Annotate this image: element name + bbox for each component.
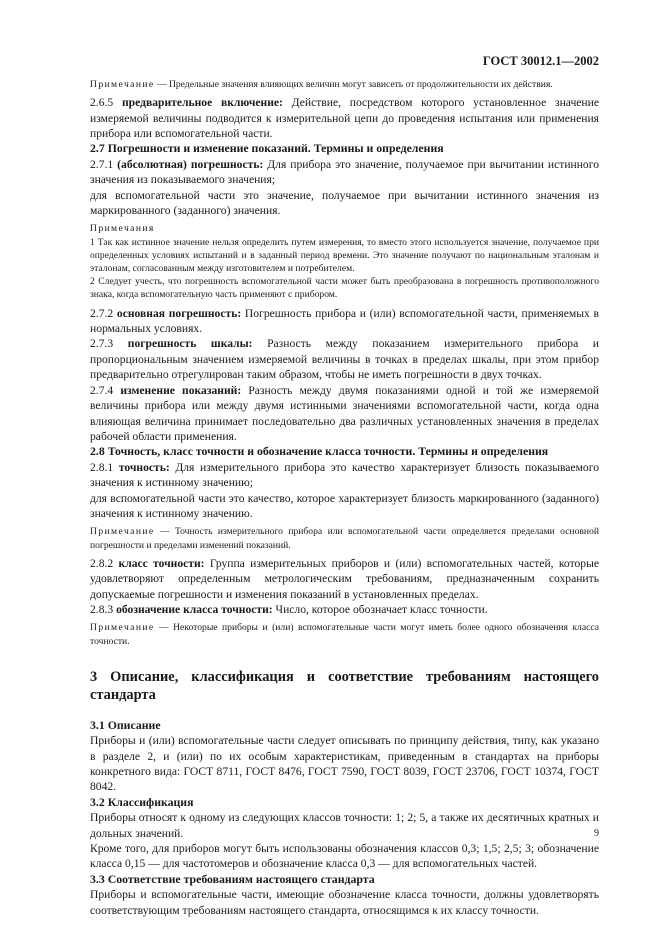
definition: Группа измерительных приборов и (или) вспомогательных частей, которые удовлетворяют определенным метрологическим требованиям, предназначенным сохранить допускаемые погрешности и изменения показаний в установленных пределах.: [90, 556, 600, 601]
paragraph-3-3: Приборы и вспомогательные части, имеющие обозначение класса точности, должны удовлетворять соответствующим требованиям настоящего стандарта, относящимся к их классу точности.: [90, 888, 599, 917]
paragraph-2-7-1-cont: для вспомогательной части это значение, получаемое при вычитании истинного значения из маркированного (заданного) значения.: [90, 188, 599, 218]
term: основная погрешность:: [116, 306, 242, 320]
definition: Действие, посредством которого установленное значение измеряемой величины подводится к измерительной цепи до проведения испытания или применения прибора или вспомогательной части.: [90, 96, 599, 141]
definition: Разность между показанием измерительного прибора и пропорциональным значением измеряемой величины в точках в пределах шкалы, при этом прибор предварительно отрегулирован таким образом, чтобы не иметь погрешности в двух точках.: [90, 337, 599, 382]
note-text: — Предельные значения влияющих величин могут зависеть от продолжительности их действия.: [154, 79, 553, 90]
note-2: 2 Следует учесть, что погрешность вспомогательной части может быть преобразована в погрешность противоположного знака, когда вспомогательную часть применяют с прибором.: [90, 276, 599, 301]
section-heading-2-7: 2.7 Погрешности и изменение показаний. Термины и определения: [90, 141, 444, 156]
clause-number: 2.7.3: [90, 337, 128, 351]
term: изменение показаний:: [120, 383, 242, 397]
clause-number: 2.7.2: [90, 306, 117, 320]
term: погрешность шкалы:: [127, 337, 253, 351]
section-heading-3-1: 3.1 Описание: [90, 717, 161, 732]
term: предварительное включение:: [121, 96, 283, 110]
section-heading-3-3: 3.3 Соответствие требованиям настоящего стандарта: [90, 871, 375, 886]
term: (абсолютная) погрешность:: [117, 157, 264, 171]
note-1: 1 Так как истинное значение нельзя определить путем измерения, то вместо этого используется значение, получаемое при определенных условиях испытаний и в заданный период времени. Это значение получают по национальным эталонам и эталонам, согласованным между изготовителем и потребителем.: [90, 236, 599, 275]
note-label: Примечание: [90, 79, 155, 90]
clause-number: 2.8.1: [90, 460, 119, 474]
note: [90, 621, 599, 647]
definition: Разность между двумя показаниями одной и той же измеряемой величины прибора или между двумя истинными значениями вспомогательной части, когда одна влияющая величина принимает последовательно два различных установленных значения в пределах рабочей области применения.: [90, 383, 599, 443]
term: обозначение класса точности:: [116, 602, 273, 616]
section-heading-3-2: 3.2 Классификация: [90, 794, 194, 809]
paragraph-2-8-1: [90, 460, 599, 491]
paragraph-3-1: Приборы и (или) вспомогательные части следует описывать по принципу действия, типу, как указано в разделе 2, и (или) по их особым характеристикам, приведенным в стандартах на приборы конкретного вида: ГОСТ 8711, ГОСТ 8476, ГОСТ 7590, ГОСТ 8039, ГОСТ 23706, ГОСТ 10374, ГОСТ 8042.: [90, 734, 599, 794]
clause-number: 2.8.2: [90, 556, 119, 570]
note: [90, 525, 599, 551]
note-text: — Некоторые приборы и (или) вспомогательные части могут иметь более одного обозначения класса точности.: [90, 622, 599, 647]
definition: Погрешность прибора и (или) вспомогательной части, применяемых в нормальных условиях.: [90, 306, 599, 336]
paragraph-3-2-b: Кроме того, для приборов могут быть использованы обозначения классов 0,3; 1,5; 2,5; 3; обозначение класса 0,15 — для частотомеров и обозначение класса 0,3 — для вспомогательных частей.: [90, 842, 599, 871]
note: [90, 78, 599, 91]
clause-number: 2.6.5: [90, 96, 122, 110]
definition: Число, которое обозначает класс точности.: [272, 602, 488, 616]
paragraph-2-7-2: [90, 306, 599, 337]
document-header: ГОСТ 30012.1—2002: [482, 54, 599, 68]
clause-number: 2.8.3: [90, 602, 117, 616]
chapter-heading-3: 3 Описание, классификация и соответствие требованиям настоящего стандарта: [90, 668, 599, 703]
note-label: Примечание: [90, 622, 155, 634]
paragraph-2-8-2: [90, 556, 599, 602]
paragraph-2-7-1: [90, 157, 599, 188]
note-text: — Точность измерительного прибора или вспомогательной части определяется пределами основной погрешности и пределами изменений показаний.: [90, 526, 599, 551]
clause-number: 2.7.4: [90, 383, 121, 397]
definition: Для измерительного прибора это качество характеризует близость показываемого значения к истинному значению;: [90, 460, 599, 490]
paragraph-2-8-1-cont: для вспомогательной части это качество, которое характеризует близость маркированного (заданного) значения к истинному значению.: [90, 491, 599, 520]
paragraph-2-7-3: [90, 336, 599, 382]
clause-number: 2.7.1: [90, 157, 118, 171]
paragraph-2-7-4: [90, 383, 599, 445]
notes-label: Примечания: [90, 223, 155, 235]
paragraph-2-6-5: [90, 95, 599, 141]
page-content: [90, 78, 599, 918]
definition: Для прибора это значение, получаемое при вычитании истинного значения из показываемого значения;: [90, 157, 599, 187]
term: класс точности:: [118, 556, 205, 570]
note-label: Примечание: [90, 526, 155, 538]
section-heading-2-8: 2.8 Точность, класс точности и обозначение класса точности. Термины и определения: [90, 444, 549, 459]
page-number: 9: [594, 828, 599, 839]
term: точность:: [118, 460, 170, 474]
paragraph-2-8-3: [90, 602, 599, 617]
paragraph-3-2-a: Приборы относят к одному из следующих классов точности: 1; 2; 5, а также их десятичных кратных и дольных значений.: [90, 811, 599, 840]
